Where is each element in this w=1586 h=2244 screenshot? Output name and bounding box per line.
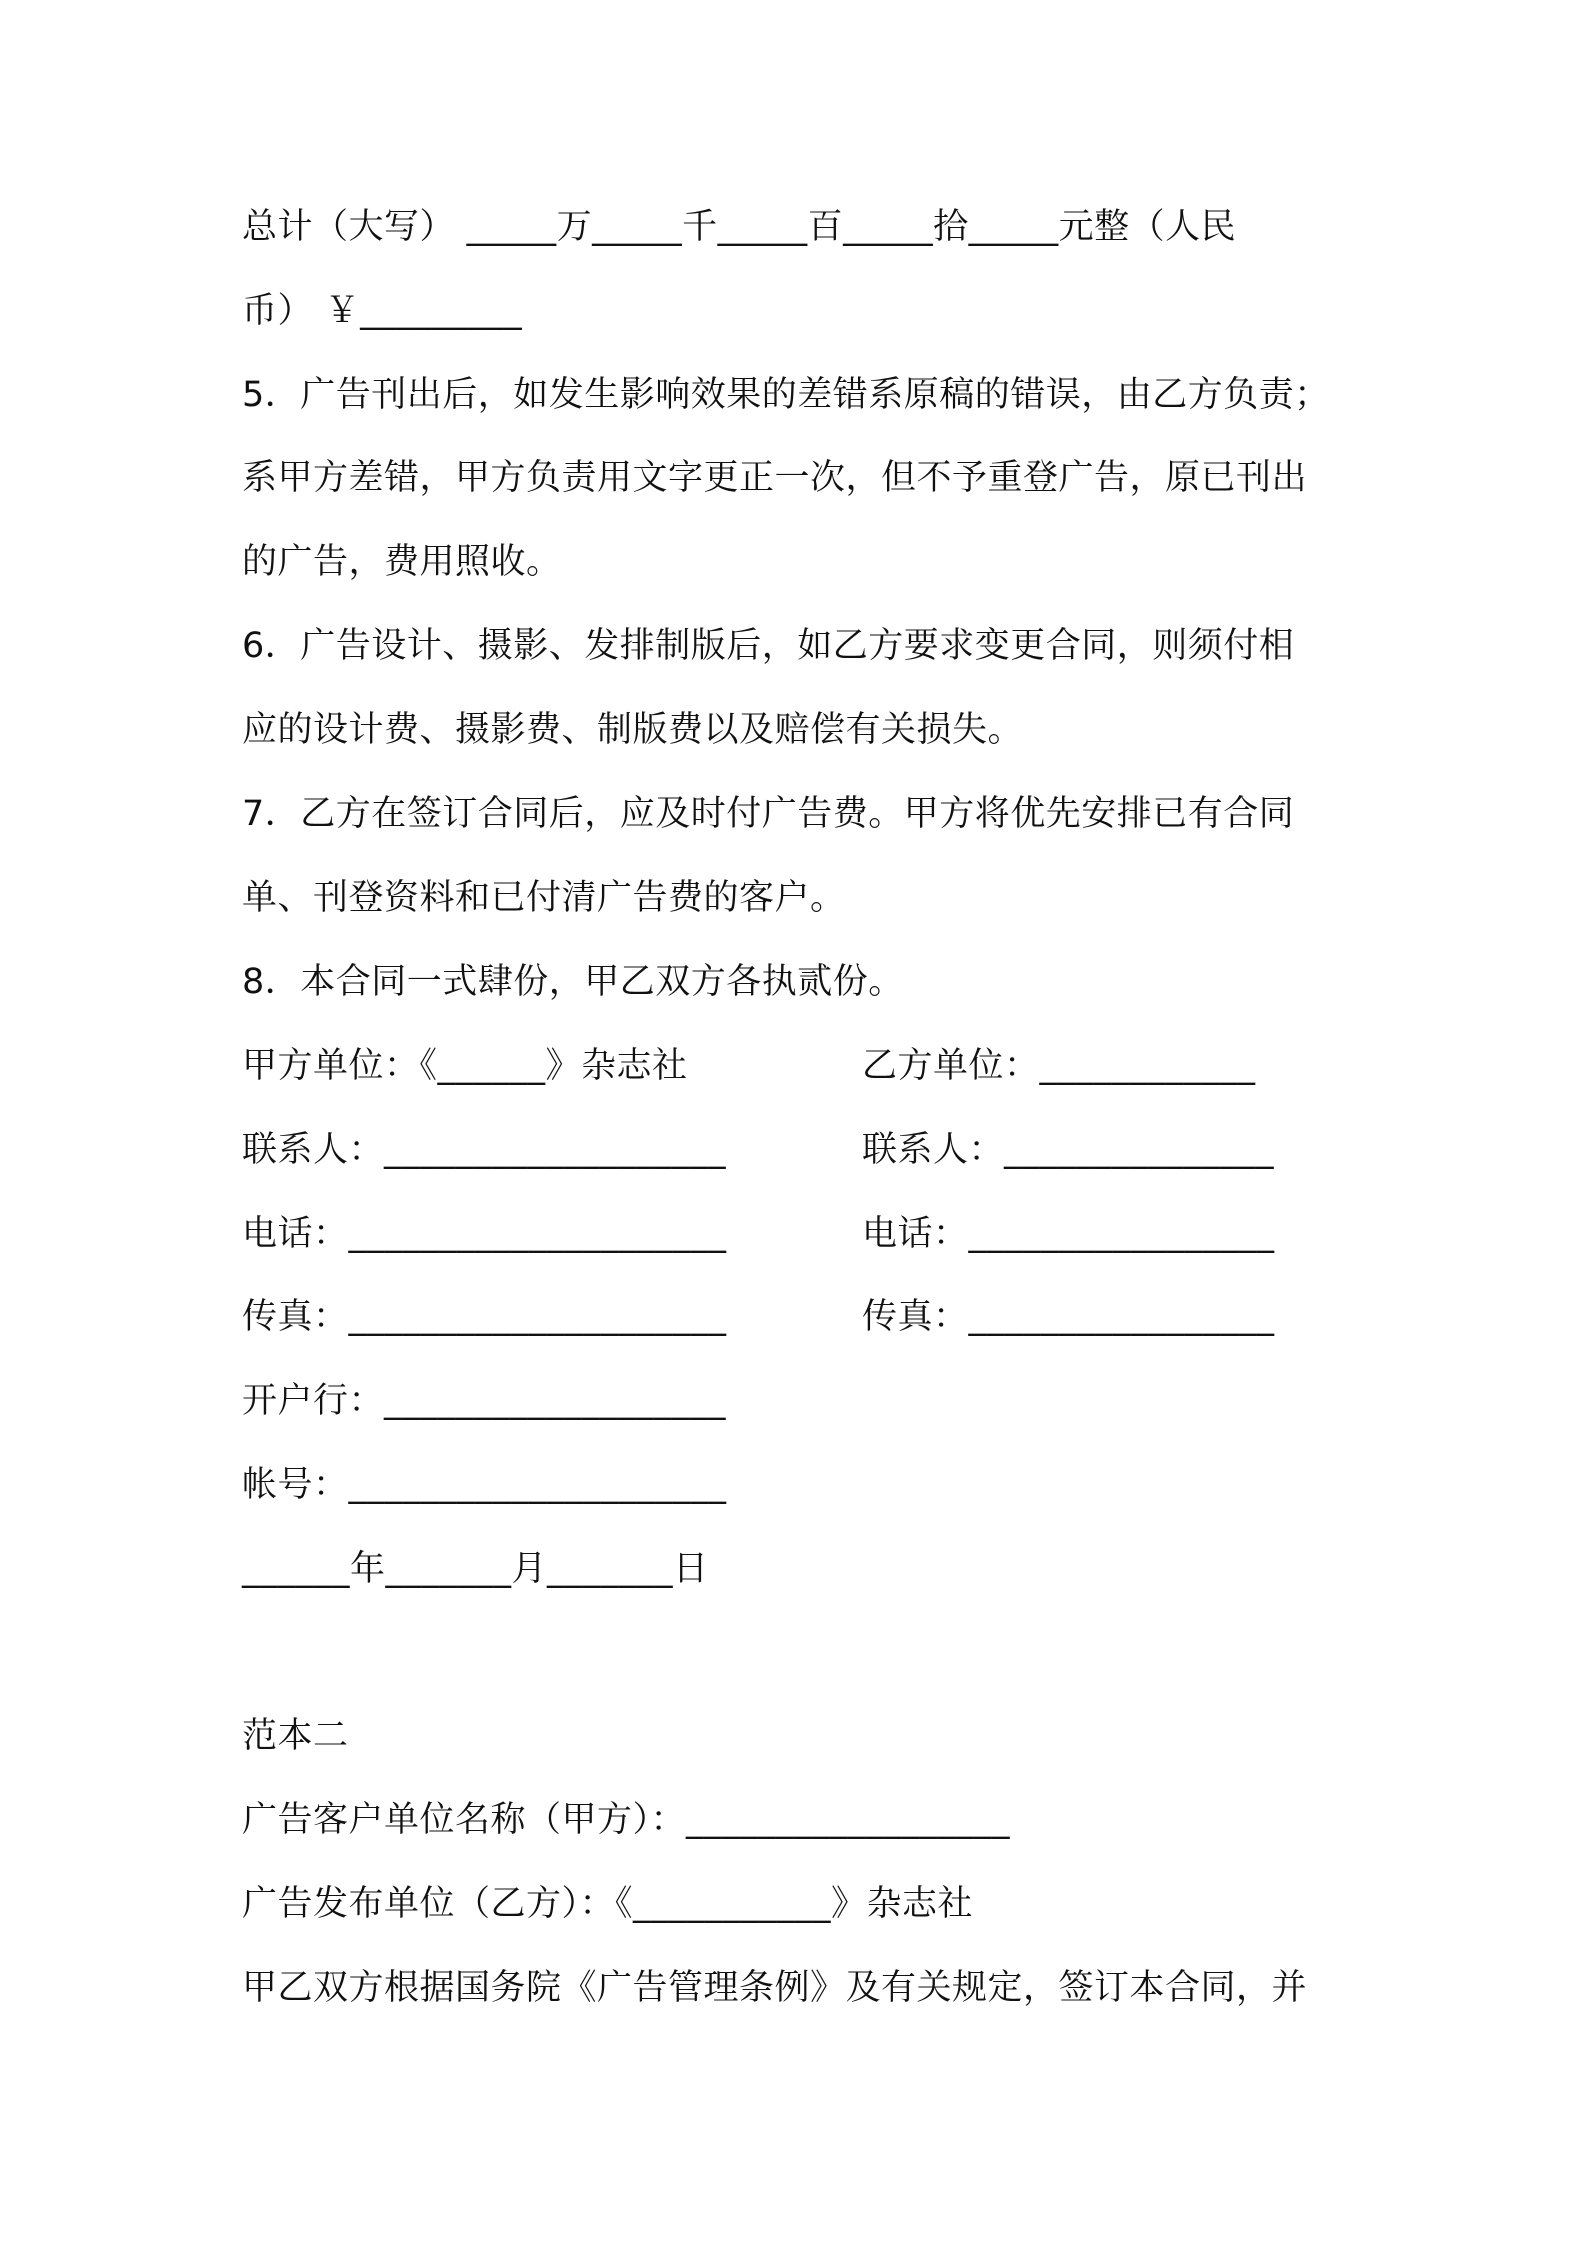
template-2-client: 广告客户单位名称（甲方）：__________________ bbox=[242, 1800, 1011, 1840]
clause-6-line-2: 应的设计费、摄影费、制版费以及赔偿有关损失。 bbox=[242, 710, 1024, 750]
total-amount-line-cont: 币） ￥_________ bbox=[242, 291, 523, 331]
party-b-phone: 电话：_________________ bbox=[862, 1214, 1275, 1254]
party-b-unit: 乙方单位：____________ bbox=[862, 1046, 1256, 1086]
clause-7-line-1: 7．乙方在签订合同后，应及时付广告费。甲方将优先安排已有合同 bbox=[242, 794, 1295, 834]
signature-date: ______年_______月_______日 bbox=[242, 1549, 709, 1589]
party-a-contact: 联系人：___________________ bbox=[242, 1130, 727, 1170]
party-b-contact: 联系人：_______________ bbox=[862, 1130, 1275, 1170]
party-a-fax: 传真：_____________________ bbox=[242, 1297, 727, 1337]
clause-5-line-2: 系甲方差错，甲方负责用文字更正一次，但不予重登广告，原已刊出 bbox=[242, 458, 1308, 498]
clause-7-line-2: 单、刊登资料和已付清广告费的客户。 bbox=[242, 878, 846, 918]
clause-8-line: 8．本合同一式肆份，甲乙双方各执贰份。 bbox=[242, 962, 904, 1002]
template-2-heading: 范本二 bbox=[242, 1716, 349, 1756]
clause-5-line-1: 5．广告刊出后，如发生影响效果的差错系原稿的错误，由乙方负责； bbox=[242, 375, 1330, 415]
total-amount-line: 总计（大写） _____万_____千_____百_____拾_____元整（人民 bbox=[242, 207, 1237, 247]
template-2-intro: 甲乙双方根据国务院《广告管理条例》及有关规定，签订本合同，并 bbox=[242, 1968, 1308, 2008]
clause-6-line-1: 6．广告设计、摄影、发排制版后，如乙方要求变更合同，则须付相 bbox=[242, 626, 1295, 666]
party-b-fax: 传真：_________________ bbox=[862, 1297, 1275, 1337]
party-a-account: 帐号：_____________________ bbox=[242, 1465, 727, 1505]
party-a-bank: 开户行：___________________ bbox=[242, 1381, 727, 1421]
party-a-unit: 甲方单位：《______》杂志社 bbox=[242, 1046, 688, 1086]
template-2-publisher: 广告发布单位（乙方）：《___________》杂志社 bbox=[242, 1884, 974, 1924]
party-a-phone: 电话：_____________________ bbox=[242, 1214, 727, 1254]
clause-5-line-3: 的广告，费用照收。 bbox=[242, 542, 562, 582]
